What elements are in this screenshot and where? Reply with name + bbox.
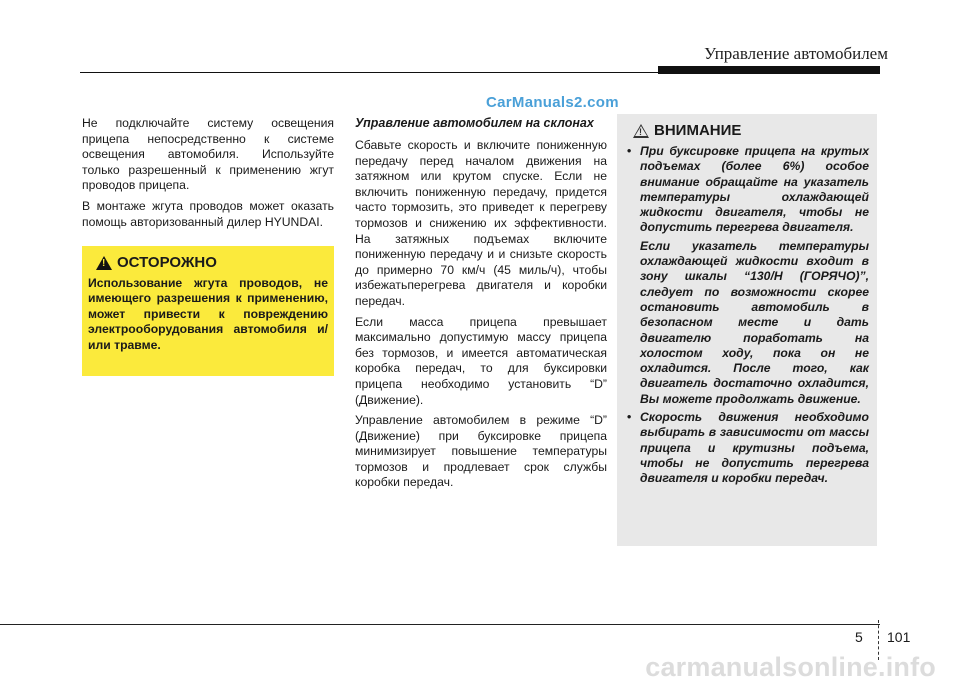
paragraph: Сбавьте скорость и включите пониженную передачу перед началом движения на затяжном или крутом спуске. Если не включить пониженную передачу, придется часто тормозить, это приведет к перегреву тормозов и снижению их эффективности. На затяжных подъемах включите пониженную передачу и и снизьте скорость до примерно 70 км/ч (45 миль/ч), чтобы избежатьперегрева двигателя и коробки передач. — [355, 138, 607, 308]
warning-list — [625, 144, 869, 487]
warning-title-text: ВНИМАНИЕ — [654, 122, 742, 139]
paragraph: Не подключайте систему освещения прицепа непосредственно к системе освещения автомобиля. Используйте только разрешенный к применению жгут проводов прицепа. — [82, 116, 334, 193]
column-left — [82, 116, 334, 235]
paragraph: В монтаже жгута проводов может оказать помощь авторизованный дилер HYUNDAI. — [82, 198, 334, 229]
bullet: • — [627, 410, 632, 425]
section-title: Управление автомобилем — [704, 44, 888, 63]
watermark-bottom[interactable]: carmanualsonline.info — [645, 652, 936, 682]
warning-title — [633, 122, 869, 140]
caution-box — [82, 246, 334, 376]
paragraph: Управление автомобилем в режиме “D” (Движение) при буксировке прицепа минимизирует повышение температуры тормозов и продлевает срок службы коробки передач. — [355, 413, 607, 490]
paragraph: Если масса прицепа превышает максимально допустимую массу прицепа без тормозов, и имеется автоматическая коробка передач, то для буксировки прицепа необходимо установить “D” (Движение). — [355, 314, 607, 407]
column-middle — [355, 116, 607, 496]
section-heading: Управление автомобилем на склонах — [355, 116, 594, 130]
watermark-top[interactable]: CarManuals2.com — [486, 94, 619, 111]
warning-triangle-icon — [96, 256, 112, 270]
warning-paragraph: При буксировке прицепа на крутых подъемах (более 6%) особое внимание обращайте на указатель температуры охлаждающей жидкости двигателя, чтобы не допустить перегрева двигателя. — [640, 144, 869, 235]
list-item — [625, 144, 869, 407]
caution-title — [96, 254, 328, 272]
caution-title-text: ОСТОРОЖНО — [117, 254, 217, 271]
header-rule-accent — [658, 66, 880, 74]
footer-rule — [0, 624, 880, 625]
bullet: • — [627, 144, 632, 158]
warning-box — [617, 114, 877, 546]
page-number: 101 — [887, 629, 911, 645]
warning-paragraph: Если указатель температуры охлаждающей жидкости входит в зону шкалы “130/H (ГОРЯЧО)”, следует по возможности скорее остановить автомобиль в безопасном месте и дать двигателю поработать на холостом ходу, пока он не охладится. После того, как двигатель достаточно охладится, Вы можете продолжать движение. — [640, 238, 869, 406]
warning-triangle-icon — [633, 124, 649, 138]
caution-text: Использование жгута проводов, не имеющего разрешения к применению, может привести к повреждению электрооборудования автомобиля и/или травме. — [88, 276, 328, 352]
list-item — [625, 410, 869, 486]
chapter-number: 5 — [855, 629, 863, 645]
warning-paragraph: Скорость движения необходимо выбирать в зависимости от массы прицепа и крутизны подъема, чтобы не допустить перегрева двигателя и коробки передач. — [640, 410, 869, 486]
